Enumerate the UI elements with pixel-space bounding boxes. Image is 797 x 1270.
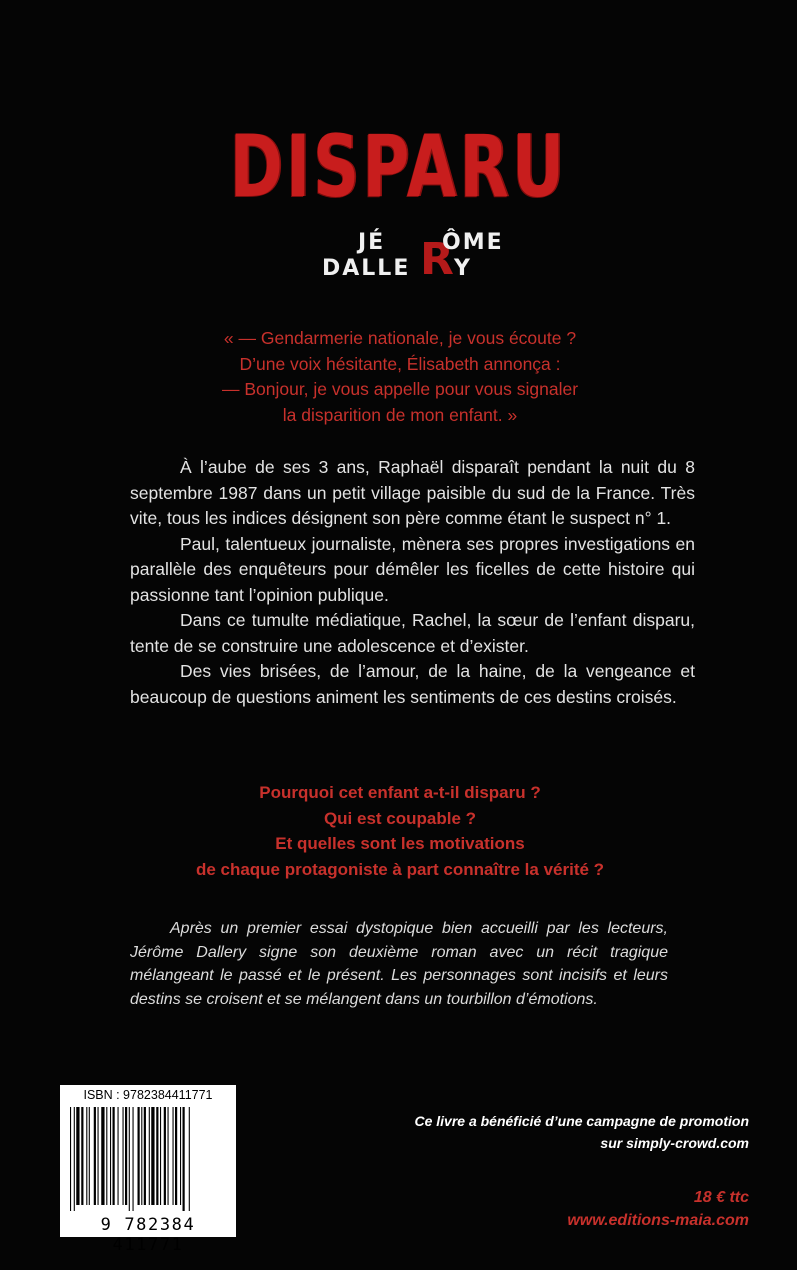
question-line: Qui est coupable ? [323,808,477,828]
question-line: Et quelles sont les motivations [275,834,525,853]
promo-line: Ce livre a bénéficié d’une campagne de promotion [414,1113,749,1129]
synopsis [130,455,695,710]
author-logo [322,228,504,288]
price-block [567,1186,749,1232]
blurb-text: Après un premier essai dystopique bien accueilli par les lecteurs, Jérôme Dallery signe son deuxième roman avec un récit tragique mélangeant le passé et le présent. Les personnages sont incisifs et leurs destins se croisent et se mélangent dans un tourbillon d’émotions. [130,920,668,1008]
quote-line: — Bonjour, je vous appelle pour vous signaler [221,379,579,399]
promo-line: sur simply-crowd.com [600,1135,749,1151]
opening-quote [130,326,670,428]
question-line: de chaque protagoniste à part connaître la vérité ? [195,859,605,879]
teaser-questions [130,780,670,882]
author-last-name-start: DALLE [322,256,411,281]
isbn-barcode [60,1085,236,1255]
synopsis-paragraph: Dans ce tumulte médiatique, Rachel, la sœur de l’enfant disparu, tente de se construire une adolescence et d’exister. [130,610,695,656]
synopsis-paragraph: À l’aube de ses 3 ans, Raphaël disparaît pendant la nuit du 8 septembre 1987 dans un petit village paisible du sud de la France. Très vite, tous les indices désignent son père comme étant le suspect n° 1. [130,457,695,528]
synopsis-paragraph: Paul, talentueux journaliste, mènera ses propres investigations en parallèle des enquêteurs pour démêler les ficelles de cette histoire qui passionne tant l’opinion publique. [130,533,695,605]
author-blurb [130,917,668,1011]
barcode-digits: 9 782384 411771 [100,1215,196,1255]
synopsis-paragraph: Des vies brisées, de l’amour, de la haine, de la vengeance et beaucoup de questions animent les sentiments de ces destins croisés. [130,661,695,707]
promotion-note [414,1110,749,1154]
book-title: DISPARU [229,118,568,217]
price: 18 € ttc [693,1189,749,1206]
isbn-label: ISBN : 9782384411771 [83,1088,213,1102]
barcode-icon [68,1107,228,1213]
author-big-letter: R [420,234,454,285]
author-first-name-start: JÉ [358,230,386,255]
author-last-name-end: Y [454,256,470,281]
publisher-website: www.editions-maia.com [567,1212,749,1229]
quote-line: D’une voix hésitante, Élisabeth annonça : [239,353,561,374]
question-line: Pourquoi cet enfant a-t-il disparu ? [259,783,541,802]
author-first-name-end: ÔME [442,230,504,255]
quote-line: la disparition de mon enfant. » [282,404,518,425]
quote-line: « — Gendarmerie nationale, je vous écoute ? [223,328,577,348]
